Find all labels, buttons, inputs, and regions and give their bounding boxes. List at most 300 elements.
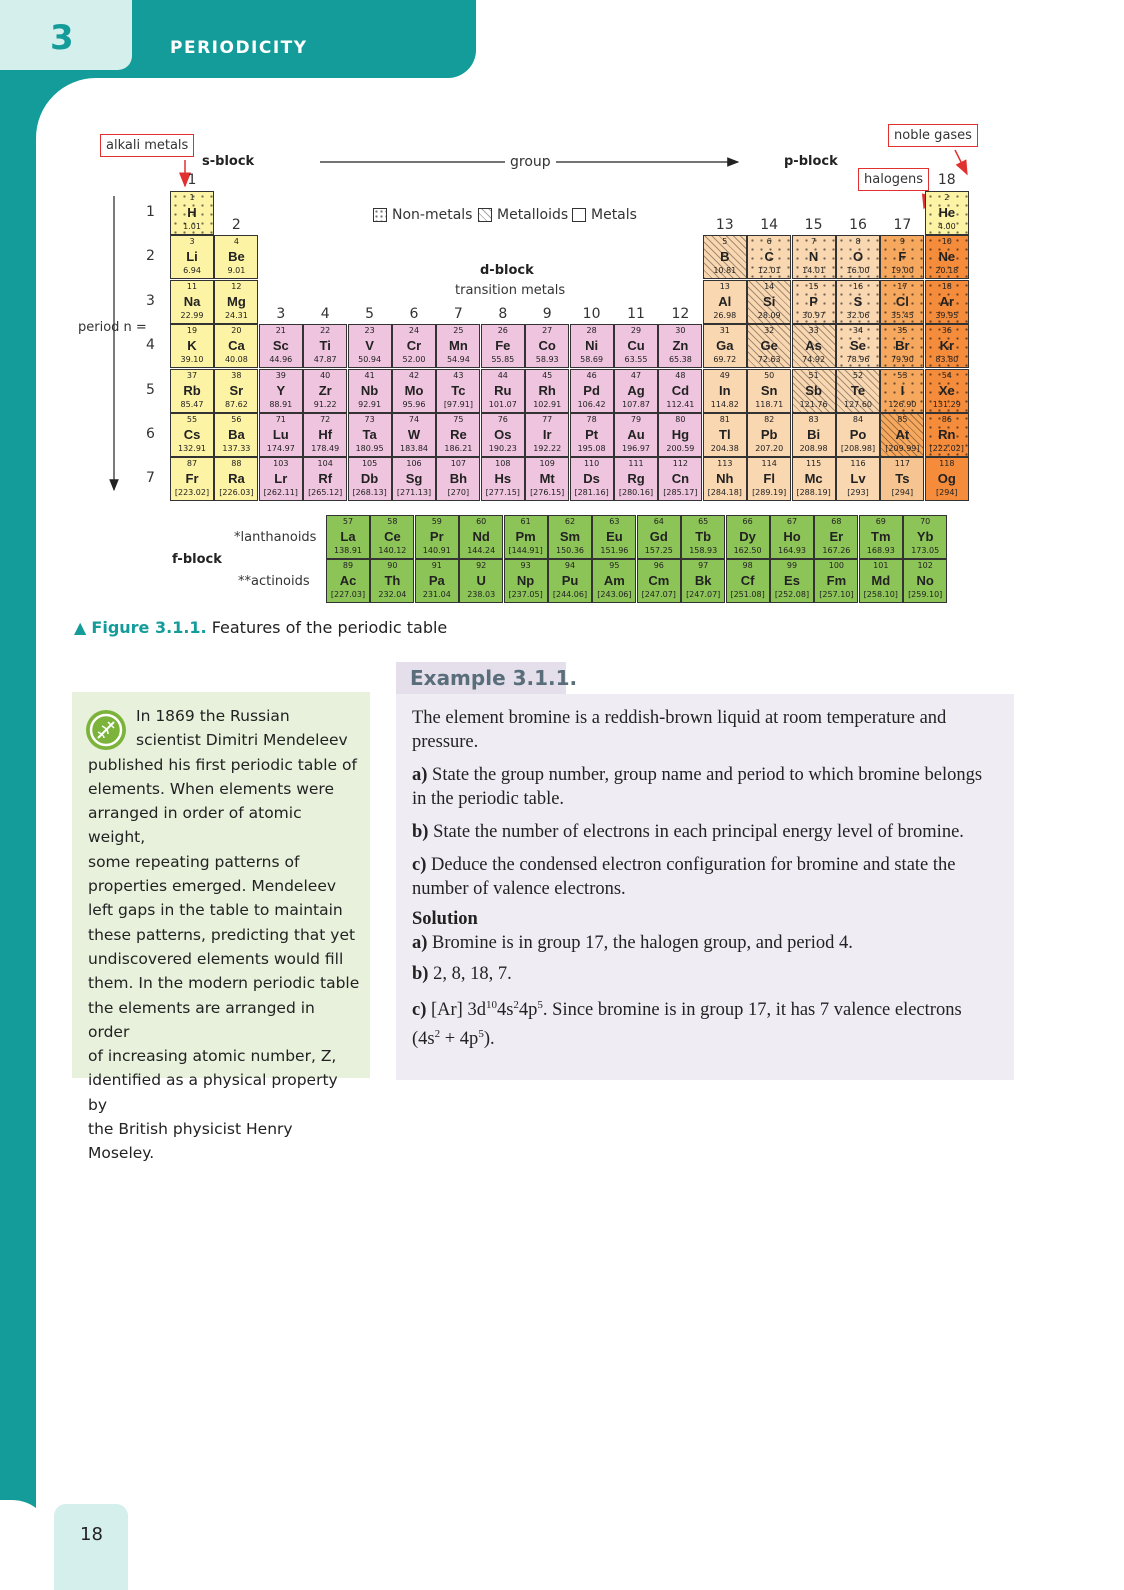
atomic-mass: 167.26 — [822, 546, 851, 555]
element-symbol: Zr — [318, 382, 332, 398]
atomic-mass: 196.97 — [622, 444, 650, 453]
atomic-number: 106 — [406, 459, 422, 469]
element-cell-pt — [570, 413, 614, 457]
metalloid-legend-label: Metalloids — [497, 207, 569, 223]
atomic-number: 89 — [342, 561, 354, 570]
element-symbol: Po — [849, 427, 867, 442]
atomic-mass: 186.21 — [444, 444, 473, 453]
element-symbol: Mo — [404, 382, 424, 398]
question-a-label: a) — [412, 765, 428, 785]
config-sup-2: 2 — [513, 999, 519, 1011]
atomic-number: 36 — [941, 326, 952, 336]
question-b-text: State the number of electrons in each principal energy level of bromine. — [433, 822, 964, 842]
element-symbol: Sr — [229, 382, 244, 398]
atomic-mass: 47.87 — [313, 355, 337, 365]
element-cell-ag — [614, 369, 658, 413]
atomic-number: 58 — [387, 517, 398, 526]
element-cell-ne — [925, 235, 969, 279]
atomic-mass: 63.55 — [624, 355, 648, 365]
element-cell-eu — [592, 515, 636, 559]
noble-gases-callout: noble gases — [888, 124, 978, 147]
answer-c — [412, 993, 992, 1051]
element-cell-ca — [214, 324, 258, 368]
atomic-mass: [294] — [891, 488, 914, 498]
page-number: 18 — [80, 1524, 103, 1545]
element-symbol: He — [938, 205, 956, 220]
element-cell-sm — [548, 515, 592, 559]
element-symbol: Re — [450, 427, 467, 442]
atomic-mass: 137.33 — [222, 444, 251, 453]
element-symbol: Fr — [185, 471, 199, 487]
element-symbol: Si — [763, 293, 776, 309]
note-line: some repeating patterns of — [88, 852, 300, 871]
halogens-callout: halogens — [858, 168, 929, 191]
atomic-number: 104 — [317, 459, 333, 469]
element-cell-p — [792, 280, 836, 324]
atomic-mass: 69.72 — [713, 355, 737, 365]
element-cell-mg — [214, 280, 258, 324]
element-cell-mo — [392, 369, 436, 413]
element-symbol: Th — [384, 573, 401, 588]
element-cell-mc — [792, 457, 836, 501]
element-cell-w — [392, 413, 436, 457]
answer-b-text: 2, 8, 18, 7. — [433, 964, 512, 984]
answer-c-text: . Since bromine is in group 17, it has 7 valence electrons (4s — [412, 1000, 962, 1050]
atomic-mass: 32.06 — [846, 310, 870, 320]
note-line: In 1869 the Russian — [136, 707, 290, 725]
group-number: 17 — [893, 217, 912, 233]
element-cell-tb — [681, 515, 725, 559]
element-symbol: Cf — [740, 573, 755, 588]
element-symbol: U — [476, 573, 486, 588]
atomic-number: 55 — [186, 415, 198, 424]
element-cell-po — [836, 413, 880, 457]
element-cell-rf — [303, 457, 347, 501]
element-symbol: P — [809, 293, 818, 309]
element-cell-sc — [259, 324, 303, 368]
atomic-number: 10 — [941, 237, 952, 247]
element-cell-bh — [436, 457, 480, 501]
element-cell-u — [459, 559, 503, 603]
element-symbol: Rh — [538, 382, 556, 398]
element-cell-cs — [170, 413, 214, 457]
element-cell-fe — [481, 324, 525, 368]
element-symbol: Y — [276, 382, 286, 398]
atomic-number: 9 — [899, 237, 905, 247]
atomic-number: 72 — [320, 415, 331, 424]
atomic-mass: 14.01 — [802, 266, 826, 276]
element-symbol: Rg — [627, 471, 645, 487]
element-cell-pb — [747, 413, 791, 457]
example-text — [412, 706, 992, 1060]
atomic-mass: [293] — [847, 488, 869, 498]
element-cell-ra — [214, 457, 258, 501]
element-symbol: Bh — [449, 471, 468, 487]
element-symbol: H — [187, 205, 197, 220]
element-symbol: Sc — [272, 338, 289, 354]
element-symbol: Lr — [274, 471, 288, 487]
element-cell-lr — [259, 457, 303, 501]
atomic-number: 20 — [231, 326, 242, 336]
element-cell-as — [792, 324, 836, 368]
answer-b-label: b) — [412, 964, 429, 984]
note-line: left gaps in the table to maintain — [88, 901, 343, 920]
element-cell-br — [880, 324, 924, 368]
atomic-number: 32 — [764, 326, 775, 336]
element-symbol: Ta — [362, 427, 377, 442]
page-number-box — [54, 1504, 128, 1590]
element-symbol: Au — [627, 427, 645, 442]
answer-a — [412, 931, 992, 955]
element-symbol: Hg — [671, 427, 690, 442]
element-cell-he — [925, 191, 969, 235]
element-symbol: Cd — [671, 382, 690, 398]
atomic-number: 108 — [495, 459, 511, 469]
element-cell-np — [504, 559, 548, 603]
atomic-mass: [144.91] — [508, 546, 543, 555]
element-cell-b — [703, 235, 747, 279]
element-cell-no — [903, 559, 947, 603]
element-cell-co — [525, 324, 569, 368]
atomic-mass: 6.94 — [183, 266, 201, 276]
element-cell-f — [880, 235, 924, 279]
atomic-mass: [294] — [936, 488, 958, 498]
element-symbol: Er — [829, 529, 844, 544]
answer-a-text: Bromine is in group 17, the halogen group, and period 4. — [432, 933, 853, 953]
element-symbol: Xe — [938, 382, 955, 398]
atomic-number: 86 — [941, 415, 952, 424]
element-cell-cf — [726, 559, 770, 603]
element-cell-h — [170, 191, 214, 235]
atomic-mass: 207.20 — [755, 444, 784, 453]
question-c — [412, 853, 992, 901]
atomic-number: 88 — [231, 459, 242, 469]
group-label: group — [510, 154, 551, 170]
atomic-mass: [280.16] — [618, 488, 654, 498]
element-symbol: Ts — [895, 471, 910, 487]
element-cell-gd — [637, 515, 681, 559]
element-cell-fm — [814, 559, 858, 603]
element-cell-ga — [703, 324, 747, 368]
element-symbol: Br — [895, 338, 910, 354]
atomic-mass: [289.19] — [752, 488, 787, 498]
atomic-number: 61 — [520, 517, 531, 526]
period-number: 5 — [146, 381, 155, 398]
atomic-mass: 140.91 — [422, 546, 451, 555]
element-cell-i — [880, 369, 924, 413]
element-symbol: Db — [360, 471, 379, 487]
atomic-number: 43 — [453, 370, 464, 380]
group-number: 8 — [498, 306, 508, 322]
atomic-mass: [244.06] — [552, 590, 588, 599]
atomic-mass: 54.94 — [446, 355, 470, 365]
element-symbol: Mn — [449, 338, 468, 354]
atomic-mass: 10.81 — [713, 266, 737, 276]
atomic-mass: 114.82 — [710, 399, 739, 409]
atomic-number: 28 — [586, 326, 597, 336]
element-symbol: Np — [516, 573, 535, 588]
atomic-number: 35 — [897, 326, 908, 336]
atomic-mass: 158.93 — [689, 546, 718, 555]
atomic-number: 23 — [364, 326, 375, 336]
atomic-mass: 118.71 — [755, 399, 784, 409]
element-symbol: Nh — [716, 471, 734, 487]
group-number: 3 — [276, 306, 286, 322]
element-symbol: F — [898, 249, 907, 265]
element-cell-ds — [570, 457, 614, 501]
element-cell-ac — [326, 559, 370, 603]
atomic-number: 24 — [408, 326, 420, 336]
group-number: 15 — [804, 217, 823, 233]
atomic-number: 29 — [630, 326, 642, 336]
atomic-number: 16 — [852, 281, 864, 291]
period-number: 1 — [146, 204, 155, 220]
atomic-number: 94 — [564, 561, 576, 570]
atomic-number: 50 — [764, 370, 775, 380]
nonmetal-legend-label: Non-metals — [392, 207, 473, 223]
atomic-number: 92 — [476, 561, 487, 570]
atomic-number: 21 — [275, 326, 286, 336]
element-symbol: La — [340, 529, 356, 544]
atomic-mass: 52.00 — [402, 355, 426, 365]
element-symbol: Hs — [494, 471, 512, 487]
atomic-number: 99 — [786, 561, 798, 570]
atomic-mass: 178.49 — [311, 444, 340, 453]
atomic-mass: 24.31 — [224, 310, 248, 320]
atomic-number: 47 — [630, 370, 642, 380]
element-cell-si — [747, 280, 791, 324]
element-cell-la — [326, 515, 370, 559]
atomic-mass: 174.97 — [266, 444, 295, 453]
element-symbol: Cn — [671, 471, 690, 487]
atomic-number: 101 — [873, 561, 889, 570]
element-symbol: Bi — [807, 427, 821, 442]
atomic-number: 85 — [897, 415, 908, 424]
element-symbol: Pm — [515, 529, 536, 544]
atomic-mass: 140.12 — [378, 546, 407, 555]
atomic-number: 60 — [476, 517, 487, 526]
chapter-title: PERIODICITY — [170, 38, 308, 58]
group-number: 16 — [849, 217, 867, 233]
element-cell-bk — [681, 559, 725, 603]
config-mid-1: 4s — [496, 1000, 514, 1021]
element-symbol: Ga — [716, 338, 734, 354]
atomic-number: 98 — [742, 561, 753, 570]
element-symbol: Ac — [339, 573, 357, 588]
atomic-number: 56 — [231, 415, 242, 424]
atomic-mass: 180.95 — [355, 444, 384, 453]
atomic-number: 71 — [275, 415, 286, 424]
element-symbol: Es — [784, 573, 800, 588]
atomic-number: 69 — [875, 517, 886, 526]
atomic-mass: 65.38 — [668, 355, 692, 365]
atomic-number: 67 — [786, 517, 798, 526]
element-symbol: Ag — [627, 382, 645, 398]
atomic-mass: [268.13] — [352, 488, 387, 498]
element-cell-re — [436, 413, 480, 457]
atomic-mass: 83.80 — [935, 355, 959, 365]
atomic-mass: [222.02] — [929, 444, 964, 453]
element-cell-y — [259, 369, 303, 413]
atomic-mass: [285.17] — [663, 488, 698, 498]
element-symbol: K — [187, 338, 197, 354]
question-c-text: Deduce the condensed electron configuration for bromine and state the number of valence electrons. — [412, 855, 956, 899]
figure-caption — [74, 618, 447, 637]
element-symbol: Pu — [561, 573, 579, 588]
atomic-mass: 168.93 — [866, 546, 895, 555]
atomic-mass: 55.85 — [491, 355, 515, 365]
bottom-curve — [0, 1500, 52, 1590]
group-number: 10 — [582, 306, 601, 322]
atomic-number: 48 — [675, 370, 686, 380]
atomic-mass: 39.10 — [180, 355, 204, 365]
atomic-mass: 35.45 — [890, 310, 914, 320]
atomic-number: 113 — [717, 459, 733, 469]
atomic-mass: 40.08 — [224, 355, 248, 365]
element-cell-bi — [792, 413, 836, 457]
atomic-mass: [226.03] — [219, 488, 254, 498]
element-symbol: Yb — [916, 529, 934, 544]
atomic-number: 109 — [539, 459, 555, 469]
atomic-number: 37 — [186, 370, 198, 380]
atomic-mass: [284.18] — [707, 488, 742, 498]
element-symbol: Al — [718, 293, 732, 309]
atomic-number: 74 — [408, 415, 420, 424]
atomic-number: 7 — [811, 237, 817, 247]
atomic-number: 22 — [320, 326, 331, 336]
atomic-mass: 28.09 — [757, 310, 781, 320]
atomic-number: 111 — [628, 459, 644, 469]
atomic-number: 62 — [564, 517, 576, 526]
atomic-number: 97 — [698, 561, 709, 570]
element-symbol: Os — [494, 427, 512, 442]
element-cell-pu — [548, 559, 592, 603]
element-cell-au — [614, 413, 658, 457]
element-cell-ce — [370, 515, 414, 559]
atomic-mass: 58.69 — [580, 355, 604, 365]
atomic-number: 78 — [586, 415, 597, 424]
atomic-mass: 50.94 — [358, 355, 382, 365]
atomic-number: 31 — [719, 326, 730, 336]
atomic-mass: 132.91 — [178, 444, 206, 453]
atomic-mass: 39.95 — [935, 310, 959, 320]
element-cell-s — [836, 280, 880, 324]
atomic-mass: 12.01 — [757, 266, 781, 276]
atomic-mass: 144.24 — [467, 546, 496, 555]
element-symbol: Tl — [719, 427, 731, 442]
element-symbol: Te — [850, 382, 866, 398]
element-cell-md — [859, 559, 903, 603]
element-symbol: W — [407, 427, 421, 442]
element-symbol: Na — [183, 293, 201, 309]
atomic-mass: 74.92 — [802, 355, 826, 365]
p-block-label: p-block — [784, 154, 838, 169]
history-note-text — [88, 704, 360, 1166]
element-cell-er — [814, 515, 858, 559]
atomic-mass: [281.16] — [574, 488, 609, 498]
atomic-mass: [270] — [447, 488, 470, 498]
element-symbol: Gd — [649, 529, 668, 544]
solution-heading: Solution — [412, 909, 478, 929]
config-core: [Ar] 3d — [431, 1000, 486, 1021]
atomic-mass: [288.19] — [796, 488, 831, 498]
element-cell-be — [214, 235, 258, 279]
note-line: these patterns, predicting that yet — [88, 925, 356, 944]
atomic-number: 96 — [653, 561, 664, 570]
element-cell-am — [592, 559, 636, 603]
atomic-mass: 22.99 — [180, 310, 204, 320]
atomic-number: 40 — [320, 370, 331, 380]
element-cell-lv — [836, 457, 880, 501]
element-symbol: Nb — [360, 382, 379, 398]
answer-b — [412, 962, 992, 986]
question-a — [412, 763, 992, 811]
atomic-number: 44 — [497, 370, 508, 380]
atomic-mass: [97.91] — [443, 399, 473, 409]
element-symbol: Tb — [695, 529, 712, 544]
atomic-number: 95 — [609, 561, 620, 570]
atomic-mass: 91.22 — [313, 399, 337, 409]
atomic-number: 116 — [850, 459, 866, 469]
element-symbol: Ne — [938, 249, 956, 265]
element-symbol: Mt — [539, 471, 555, 487]
atomic-mass: [276.15] — [530, 488, 565, 498]
atomic-mass: 204.38 — [710, 444, 739, 453]
element-cell-pa — [415, 559, 459, 603]
element-cell-yb — [903, 515, 947, 559]
atomic-number: 4 — [233, 237, 239, 247]
element-symbol: Sm — [559, 529, 581, 544]
group-number: 5 — [365, 306, 375, 322]
element-symbol: Rb — [183, 382, 201, 398]
element-cell-hf — [303, 413, 347, 457]
atomic-number: 18 — [941, 281, 952, 291]
element-cell-k — [170, 324, 214, 368]
atomic-number: 34 — [852, 326, 864, 336]
element-cell-cr — [392, 324, 436, 368]
element-cell-og — [925, 457, 969, 501]
atomic-number: 30 — [675, 326, 686, 336]
element-symbol: Pd — [583, 382, 600, 398]
answer-c-sup-1: 2 — [434, 1028, 441, 1041]
atomic-mass: 112.41 — [666, 399, 695, 409]
atomic-mass: 231.04 — [422, 590, 451, 599]
atomic-number: 1 — [189, 193, 195, 202]
question-b-label: b) — [412, 822, 429, 842]
element-cell-rg — [614, 457, 658, 501]
atomic-number: 66 — [742, 517, 753, 526]
element-cell-ge — [747, 324, 791, 368]
group-number: 12 — [671, 306, 690, 322]
atomic-number: 17 — [897, 281, 908, 291]
element-symbol: Cl — [895, 293, 909, 309]
element-cell-rn — [925, 413, 969, 457]
atomic-number: 91 — [431, 561, 442, 570]
element-cell-tm — [859, 515, 903, 559]
element-symbol: N — [808, 249, 819, 265]
period-number: 4 — [146, 337, 155, 354]
group-number: 18 — [937, 172, 956, 188]
element-symbol: Rf — [318, 471, 333, 487]
element-symbol: Cr — [406, 338, 422, 354]
element-cell-mn — [436, 324, 480, 368]
element-cell-ho — [770, 515, 814, 559]
element-cell-os — [481, 413, 525, 457]
question-a-text: State the group number, group name and period to which bromine belongs in the periodic table. — [412, 765, 983, 809]
actinoids-label: **actinoids — [238, 574, 310, 589]
element-cell-al — [703, 280, 747, 324]
element-symbol: Fm — [826, 573, 847, 588]
